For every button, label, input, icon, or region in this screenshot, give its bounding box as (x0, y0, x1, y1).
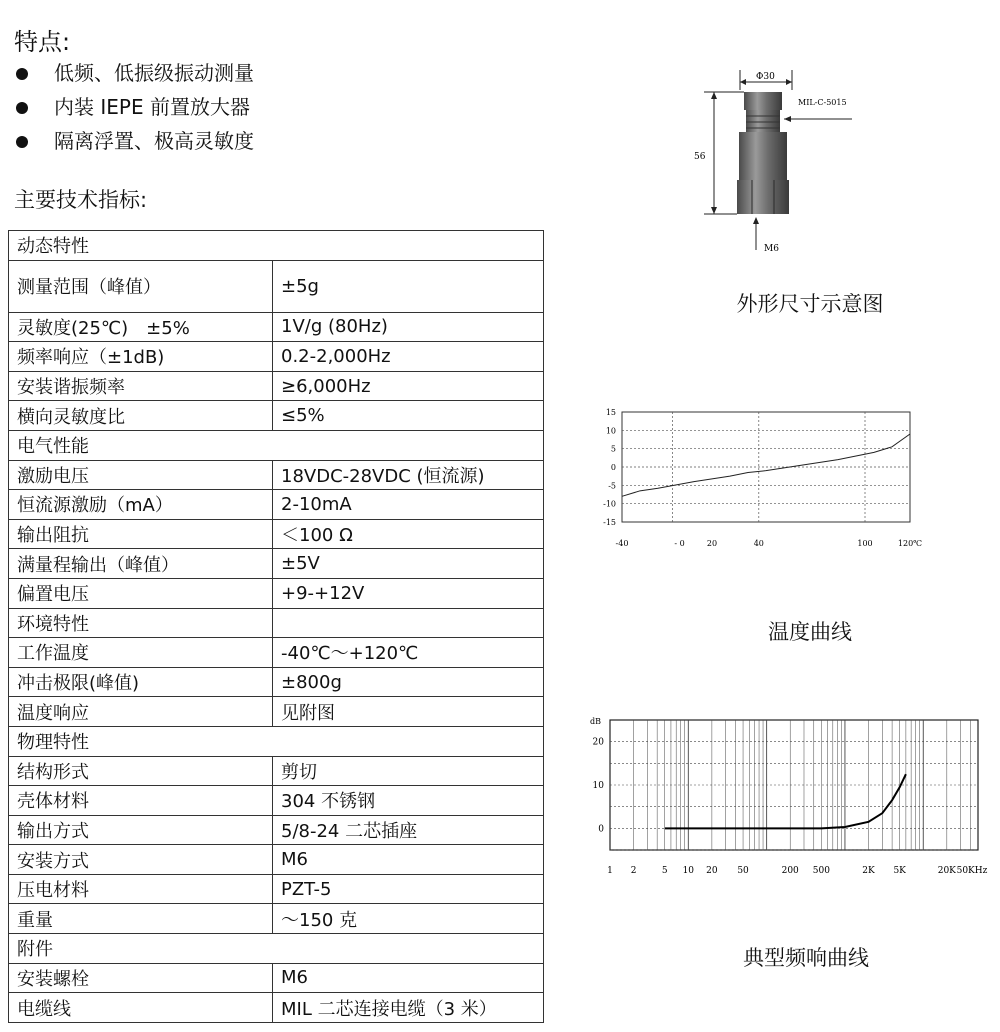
spec-row (9, 608, 544, 638)
spec-label: 重量 (9, 904, 273, 934)
spec-row (9, 578, 544, 608)
section-label: 电气性能 (9, 430, 544, 460)
temperature-series-line (622, 434, 910, 496)
temperature-chart-title: 温度曲线 (768, 620, 852, 644)
section-row (9, 726, 544, 756)
spec-row (9, 697, 544, 727)
spec-value: 剪切 (273, 756, 544, 786)
feature-text: 内装 IEPE 前置放大器 (54, 95, 250, 119)
spec-table-body (9, 231, 544, 1023)
spec-label: 结构形式 (9, 756, 273, 786)
section-row (9, 934, 544, 964)
spec-title: 主要技术指标: (14, 188, 148, 212)
spec-row (9, 756, 544, 786)
section-row (9, 430, 544, 460)
temperature-chart (590, 400, 930, 560)
y-tick-label: 10 (592, 781, 604, 791)
x-tick-label: 500 (812, 866, 830, 876)
spec-row (9, 874, 544, 904)
feature-item (14, 56, 434, 90)
spec-label: 输出方式 (9, 815, 273, 845)
y-tick-label: -10 (603, 499, 616, 509)
y-tick-label: -15 (603, 518, 616, 527)
y-axis-unit: dB (590, 717, 601, 726)
spec-label: 工作温度 (9, 638, 273, 668)
spec-value: ＜100 Ω (273, 519, 544, 549)
x-tick-label: 1 (607, 866, 613, 876)
spec-row (9, 460, 544, 490)
spec-label: 电缆线 (9, 993, 273, 1023)
spec-value: ≥6,000Hz (273, 371, 544, 401)
spec-label: 测量范围（峰值） (9, 260, 273, 312)
spec-row (9, 904, 544, 934)
diagram-caption: 外形尺寸示意图 (736, 292, 884, 316)
x-tick-label: 2 (630, 866, 637, 876)
spec-value: 2-10mA (273, 490, 544, 520)
dim-connector-label: MIL-C-5015 (798, 98, 847, 107)
spec-row (9, 993, 544, 1023)
spec-label: 冲击极限(峰值) (9, 667, 273, 697)
y-tick-label: 15 (605, 408, 616, 417)
x-tick-label: 20 (706, 539, 718, 548)
spec-row (9, 490, 544, 520)
spec-label: 激励电压 (9, 460, 273, 490)
x-tick-label: 2K (862, 866, 875, 876)
spec-value: 304 不锈钢 (273, 786, 544, 816)
section-label: 附件 (9, 934, 544, 964)
y-tick-label: 20 (592, 737, 604, 748)
spec-row (9, 371, 544, 401)
spec-row (9, 312, 544, 342)
spec-row (9, 815, 544, 845)
y-tick-label: 5 (610, 444, 616, 454)
spec-label: 横向灵敏度比 (9, 401, 273, 431)
spec-label: 满量程输出（峰值） (9, 549, 273, 579)
sensor-diagram (690, 62, 860, 262)
spec-label: 安装螺栓 (9, 963, 273, 993)
features-title: 特点: (14, 28, 71, 56)
sensor-body-image (737, 92, 789, 214)
spec-value: ±5V (273, 549, 544, 579)
spec-row (9, 401, 544, 431)
x-tick-label: 200 (781, 866, 799, 876)
spec-row (9, 519, 544, 549)
spec-value: ≤5% (273, 401, 544, 431)
feature-item (14, 124, 434, 158)
spec-label: 频率响应（±1dB) (9, 342, 273, 372)
spec-label: 灵敏度(25℃) ±5% (9, 312, 273, 342)
dim-height-label: 56 (694, 152, 706, 162)
bullet-icon (16, 68, 28, 80)
spec-row (9, 845, 544, 875)
spec-value (273, 608, 544, 638)
spec-value: 5/8-24 二芯插座 (273, 815, 544, 845)
y-tick-label: -5 (608, 481, 616, 491)
spec-label: 安装方式 (9, 845, 273, 875)
spec-value: 1V/g (80Hz) (273, 312, 544, 342)
spec-value: PZT-5 (273, 874, 544, 904)
feature-text: 隔离浮置、极高灵敏度 (54, 129, 254, 153)
y-tick-label: 0 (610, 463, 616, 472)
x-tick-label: 120℃ (897, 539, 923, 548)
spec-value: 18VDC-28VDC (恒流源) (273, 460, 544, 490)
spec-value: M6 (273, 963, 544, 993)
spec-value: MIL 二芯连接电缆（3 米） (273, 993, 544, 1023)
frequency-chart (586, 712, 990, 882)
spec-label: 温度响应 (9, 697, 273, 727)
spec-row (9, 342, 544, 372)
x-tick-label: - 0 (674, 539, 685, 548)
spec-label: 安装谐振频率 (9, 371, 273, 401)
y-tick-label: 0 (598, 824, 604, 835)
spec-value: ±5g (273, 260, 544, 312)
section-label: 物理特性 (9, 726, 544, 756)
spec-table (8, 230, 544, 1023)
x-tick-label: 40 (753, 539, 764, 548)
spec-label: 恒流源激励（mA） (9, 490, 273, 520)
spec-label: 偏置电压 (9, 578, 273, 608)
spec-row (9, 549, 544, 579)
y-tick-label: 10 (605, 426, 616, 436)
x-tick-label: 50 (737, 866, 749, 876)
x-tick-label: -40 (615, 539, 629, 548)
x-tick-label: 100 (857, 539, 873, 548)
spec-label: 压电材料 (9, 874, 273, 904)
spec-value: +9-+12V (273, 578, 544, 608)
spec-row (9, 786, 544, 816)
x-tick-label: 5K (893, 866, 906, 876)
spec-label: 输出阻抗 (9, 519, 273, 549)
section-label: 动态特性 (9, 231, 544, 261)
spec-value: ～150 克 (273, 904, 544, 934)
bullet-icon (16, 102, 28, 114)
spec-value: -40℃～+120℃ (273, 638, 544, 668)
x-tick-label: 20K (937, 866, 956, 876)
feature-text: 低频、低振级振动测量 (54, 61, 254, 85)
spec-value: 见附图 (273, 697, 544, 727)
spec-value: M6 (273, 845, 544, 875)
features-list (14, 56, 434, 158)
section-row (9, 231, 544, 261)
spec-value: 0.2-2,000Hz (273, 342, 544, 372)
dim-thread-label: M6 (764, 244, 779, 254)
x-tick-label: 50KHz (956, 866, 988, 876)
spec-row (9, 963, 544, 993)
frequency-response-line (665, 774, 906, 828)
frequency-chart-title: 典型频响曲线 (743, 946, 869, 970)
spec-row (9, 667, 544, 697)
dim-diameter-label: Φ30 (756, 72, 775, 82)
bullet-icon (16, 136, 28, 148)
spec-row (9, 638, 544, 668)
spec-label: 壳体材料 (9, 786, 273, 816)
spec-label: 环境特性 (9, 608, 273, 638)
x-tick-label: 5 (661, 866, 668, 876)
x-tick-label: 20 (706, 866, 718, 876)
x-tick-label: 10 (682, 866, 695, 876)
feature-item (14, 90, 434, 124)
spec-value: ±800g (273, 667, 544, 697)
spec-row (9, 260, 544, 312)
